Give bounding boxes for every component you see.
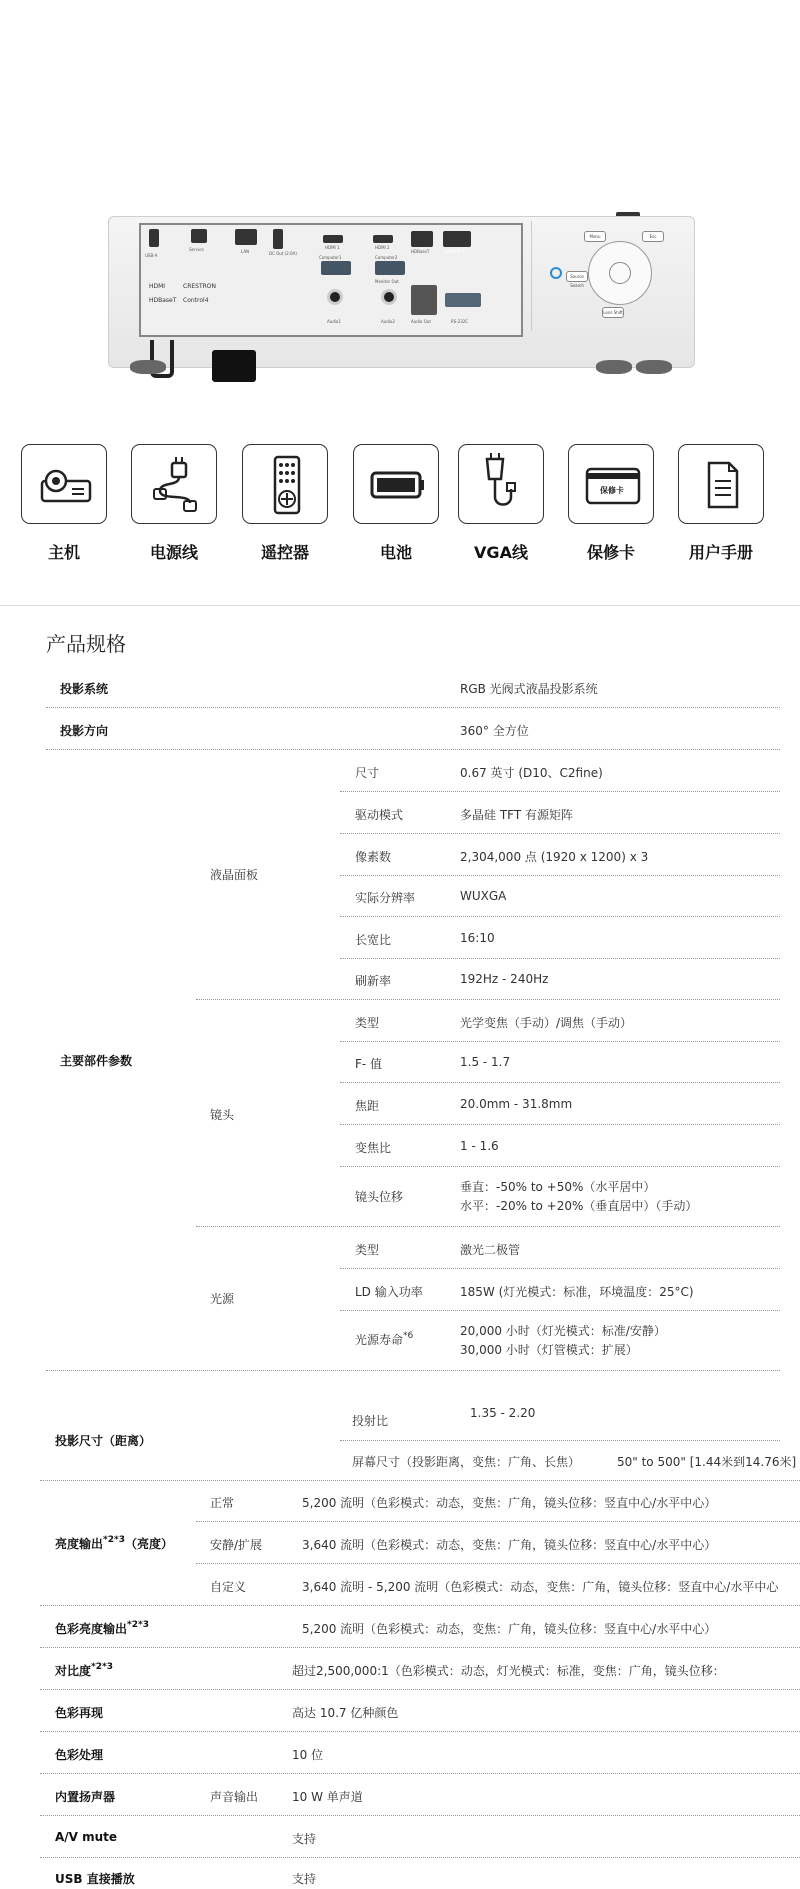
accessory-warranty-card <box>568 444 654 524</box>
accessory-remote <box>242 444 328 524</box>
av-mute-value: 支持 <box>292 1832 317 1846</box>
hdmi-logo: HDMI <box>149 283 166 290</box>
spec-group-lens: 镜头 <box>210 1108 235 1122</box>
spec-label-color-processing: 色彩处理 <box>55 1748 104 1762</box>
rs232c-port <box>445 293 481 307</box>
lens-zoom-key: 变焦比 <box>355 1141 392 1155</box>
projector-icon <box>22 445 108 525</box>
monitor-out-label: Monitor Out <box>375 279 399 284</box>
service-port <box>191 229 207 243</box>
lcd-drive-value: 多晶硅 TFT 有源矩阵 <box>460 808 573 822</box>
lens-shift-key: 镜头位移 <box>355 1190 404 1204</box>
row-divider <box>40 1815 800 1816</box>
lens-type-key: 类型 <box>355 1016 380 1030</box>
speaker-key: 声音输出 <box>210 1790 259 1804</box>
io-logos <box>143 283 223 331</box>
row-divider <box>40 1773 800 1774</box>
usb-play-value: 支持 <box>292 1872 317 1886</box>
dpad-icon <box>588 241 652 305</box>
color-reproduction-value: 高达 10.7 亿种颜色 <box>292 1706 399 1720</box>
row-divider <box>40 1857 800 1858</box>
user-manual-icon <box>679 445 765 525</box>
row-divider <box>340 1310 780 1311</box>
hdmi2-port <box>373 235 393 243</box>
computer1-port <box>321 261 351 275</box>
dc-out-label: DC Out (2.0A) <box>269 251 297 256</box>
spec-label-projection-direction: 投影方向 <box>60 724 109 738</box>
foot-middle <box>596 360 632 374</box>
spec-label-projection-size: 投影尺寸（距离） <box>55 1434 152 1448</box>
row-divider <box>40 1647 800 1648</box>
row-divider <box>46 1370 780 1371</box>
throw-ratio-value: 1.35 - 2.20 <box>470 1406 536 1420</box>
brightness-quiet-value: 3,640 流明（色彩模式：动态，变焦：广角，镜头位移：竖直中心/水平中心） <box>302 1538 717 1552</box>
computer1-label: Computer1 <box>319 255 342 260</box>
spec-label-main-parts: 主要部件参数 <box>60 1054 133 1068</box>
lens-focal-key: 焦距 <box>355 1099 380 1113</box>
audio1-label: Audio1 <box>327 319 341 324</box>
lcd-resolution-value: WUXGA <box>460 889 507 903</box>
row-divider <box>196 999 780 1000</box>
accessory-battery <box>353 444 439 524</box>
lcd-pixels-value: 2,304,000 点 (1920 x 1200) x 3 <box>460 850 649 864</box>
vga-cable-icon <box>459 445 545 525</box>
light-life-value-2: 30,000 小时（灯管模式：扩展） <box>460 1343 638 1357</box>
computer2-label: Computer2 <box>375 255 398 260</box>
dc-out-port <box>273 229 283 249</box>
power-button-icon <box>550 267 562 279</box>
light-type-value: 激光二极管 <box>460 1243 521 1257</box>
usb-a-label: USB-A <box>145 253 158 258</box>
foot-left <box>130 360 166 374</box>
row-divider <box>340 1124 780 1125</box>
color-brightness-value: 5,200 流明（色彩模式：动态，变焦：广角，镜头位移：竖直中心/水平中心） <box>302 1622 717 1636</box>
row-divider <box>340 1440 780 1441</box>
brightness-label-sup: *2*3 <box>103 1535 125 1545</box>
lcd-aspect-key: 长宽比 <box>355 933 392 947</box>
brightness-custom-key: 自定义 <box>210 1580 247 1594</box>
control-panel <box>531 221 672 331</box>
enter-button-icon <box>609 262 631 284</box>
screen-size-key: 屏幕尺寸（投影距离，变焦：广角、长焦） <box>352 1455 581 1469</box>
spec-label-av-mute: A/V mute <box>55 1830 118 1844</box>
hdmi-out-label: HDMI Out <box>445 249 465 254</box>
accessory-label-power-cable: 电源线 <box>149 543 198 562</box>
hdbt-logo: HDBaseT <box>149 297 177 304</box>
speaker-value: 10 W 单声道 <box>292 1790 363 1804</box>
lens-shift-horizontal: 水平：-20% to +20%（垂直居中）（手动） <box>460 1199 698 1213</box>
color-brightness-label-text: 色彩亮度输出 <box>55 1622 128 1636</box>
row-divider <box>40 1731 800 1732</box>
brightness-custom-value: 3,640 流明 - 5,200 流明（色彩模式：动态，变焦：广角，镜头位移：竖直中心/水平中心 <box>302 1580 779 1594</box>
lens-focal-value: 20.0mm - 31.8mm <box>460 1097 573 1111</box>
lcd-aspect-value: 16:10 <box>460 931 495 945</box>
warranty-card-text: 保修卡 <box>600 486 624 495</box>
row-divider <box>340 916 780 917</box>
lcd-size-key: 尺寸 <box>355 766 380 780</box>
color-processing-value: 10 位 <box>292 1748 324 1762</box>
brightness-label-suffix: （亮度） <box>124 1537 173 1551</box>
esc-button: Esc <box>642 231 664 242</box>
accessory-label-vga-cable: VGA线 <box>474 543 528 562</box>
control4-logo: Control4 <box>183 297 209 304</box>
brightness-quiet-key: 安静/扩展 <box>210 1538 263 1552</box>
audio1-jack <box>327 289 343 305</box>
row-divider <box>40 1689 800 1690</box>
lens-f-key: F- 值 <box>355 1057 383 1071</box>
row-divider <box>196 1563 800 1564</box>
contrast-sup: *2*3 <box>91 1662 113 1672</box>
spec-label-projection-system: 投影系统 <box>60 682 109 696</box>
source-search-button: Source Search <box>566 271 588 282</box>
spec-label-contrast <box>55 1662 113 1679</box>
lens-zoom-value: 1 - 1.6 <box>460 1139 499 1153</box>
spec-group-light-source: 光源 <box>210 1292 235 1306</box>
audio-out-label: Audio Out <box>411 319 431 324</box>
lan-label: LAN <box>241 249 250 254</box>
row-divider <box>340 1166 780 1167</box>
spec-label-usb-play: USB 直接播放 <box>55 1872 135 1886</box>
lens-shift-button: Lens Shift <box>602 307 624 318</box>
lcd-pixels-key: 像素数 <box>355 850 392 864</box>
light-life-key-sup: *6 <box>403 1331 414 1341</box>
section-divider <box>0 605 800 606</box>
row-divider <box>46 749 780 750</box>
audio2-label: Audio2 <box>381 319 395 324</box>
accessory-label-battery: 电池 <box>379 543 412 562</box>
brightness-label-text: 亮度输出 <box>55 1537 104 1551</box>
spec-label-speaker: 内置扬声器 <box>55 1790 116 1804</box>
row-divider <box>340 1082 780 1083</box>
service-label: Service <box>189 247 204 252</box>
row-divider <box>340 875 780 876</box>
computer2-port <box>375 261 405 275</box>
throw-ratio-key: 投射比 <box>352 1414 389 1428</box>
lcd-size-value: 0.67 英寸 (D10、C2fine) <box>460 766 603 780</box>
io-panel <box>139 223 523 337</box>
spec-section-title: 产品规格 <box>46 632 126 656</box>
screen-size-value: 50" to 500" [1.44米到14.76米] <box>617 1455 797 1469</box>
usb-a-port <box>149 229 159 247</box>
accessory-projector <box>21 444 107 524</box>
light-power-key: LD 输入功率 <box>355 1285 423 1299</box>
accessory-label-projector: 主机 <box>47 543 80 562</box>
contrast-value: 超过2,500,000:1（色彩模式：动态，灯光模式：标准，变焦：广角，镜头位移： <box>292 1664 725 1678</box>
light-type-key: 类型 <box>355 1243 380 1257</box>
spec-label-brightness <box>55 1535 173 1552</box>
row-divider <box>340 1041 780 1042</box>
hdmi2-label: HDMI 2 <box>375 245 390 250</box>
spec-label-color-brightness <box>55 1620 149 1637</box>
battery-icon <box>354 445 440 525</box>
lens-f-value: 1.5 - 1.7 <box>460 1055 511 1069</box>
power-cable-icon <box>132 445 218 525</box>
lcd-refresh-key: 刷新率 <box>355 974 392 988</box>
hdbaset-label: HDBaseT <box>411 249 430 254</box>
row-divider <box>340 1268 780 1269</box>
light-life-value: 20,000 小时（灯光模式：标准/安静） <box>460 1324 666 1338</box>
accessory-power-cable <box>131 444 217 524</box>
spec-label-color-reproduction: 色彩再现 <box>55 1706 104 1720</box>
audio-out-port <box>411 285 437 315</box>
projector-body <box>108 216 695 368</box>
row-divider <box>340 958 780 959</box>
accessory-manual <box>678 444 764 524</box>
hdmi-out-port <box>443 231 471 247</box>
lens-type-value: 光学变焦（手动）/调焦（手动） <box>460 1016 633 1030</box>
lcd-drive-key: 驱动模式 <box>355 808 404 822</box>
accessory-vga-cable <box>458 444 544 524</box>
crestron-logo: CRESTRON <box>183 283 217 290</box>
brightness-normal-key: 正常 <box>210 1496 235 1510</box>
accessory-label-remote: 遥控器 <box>260 543 309 562</box>
rs232c-label: RS-232C <box>451 319 469 324</box>
spec-value-projection-direction: 360° 全方位 <box>460 724 529 738</box>
foot-right <box>636 360 672 374</box>
color-brightness-sup: *2*3 <box>127 1620 149 1630</box>
hdmi1-label: HDMI 1 <box>325 245 340 250</box>
audio2-jack <box>381 289 397 305</box>
lcd-resolution-key: 实际分辨率 <box>355 891 416 905</box>
row-divider <box>196 1226 780 1227</box>
power-socket <box>212 350 256 382</box>
row-divider <box>340 833 780 834</box>
menu-button: Menu <box>584 231 606 242</box>
remote-control-icon <box>243 445 329 525</box>
spec-value-projection-system: RGB 光阀式液晶投影系统 <box>460 682 598 696</box>
row-divider <box>340 791 780 792</box>
lens-shift-vertical: 垂直：-50% to +50%（水平居中） <box>460 1180 656 1194</box>
row-divider <box>196 1521 800 1522</box>
spec-group-lcd-panel: 液晶面板 <box>210 868 259 882</box>
light-power-value: 185W (灯光模式：标准，环境温度：25°C) <box>460 1285 694 1299</box>
row-divider <box>46 707 780 708</box>
row-divider <box>40 1480 800 1481</box>
hdbaset-port <box>411 231 433 247</box>
accessory-label-warranty-card: 保修卡 <box>586 543 635 562</box>
hdmi1-port <box>323 235 343 243</box>
projector-rear-image <box>108 212 693 390</box>
lcd-refresh-value: 192Hz - 240Hz <box>460 972 549 986</box>
contrast-label-text: 对比度 <box>55 1664 92 1678</box>
light-life-key-text: 光源寿命 <box>355 1333 404 1347</box>
brightness-normal-value: 5,200 流明（色彩模式：动态，变焦：广角，镜头位移：竖直中心/水平中心） <box>302 1496 717 1510</box>
lan-port <box>235 229 257 245</box>
row-divider <box>40 1605 800 1606</box>
accessory-label-manual: 用户手册 <box>688 543 753 562</box>
light-life-key <box>355 1331 413 1348</box>
